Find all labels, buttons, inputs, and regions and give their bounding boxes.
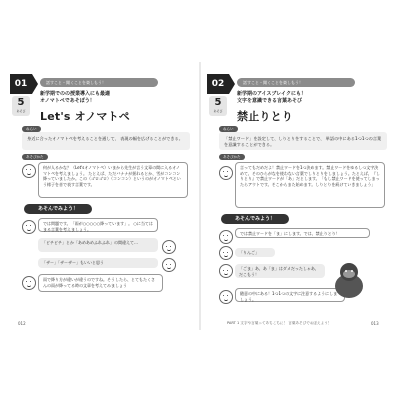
left-activity-number: 01 bbox=[10, 74, 32, 94]
left-teacher-ending: 雨で降り方が違いが違うのですね。そうしたら、とてもたくさんの雨が降ってる時の文章を考えてみましょう bbox=[38, 274, 163, 292]
child-face-icon bbox=[162, 258, 176, 272]
teacher-face-icon bbox=[219, 230, 233, 244]
right-page-number: 013 bbox=[371, 321, 379, 326]
right-aim-label: ねらい bbox=[219, 126, 238, 132]
left-title: Let's オノマトペ bbox=[40, 110, 131, 123]
book-gutter bbox=[199, 62, 201, 330]
left-subtitle: 新学期でのの授業導入にも最適 オノマトペであそぼう！ bbox=[40, 91, 111, 104]
teacher-face-icon bbox=[219, 166, 233, 180]
left-teacher-prompt: では問題です。「雨が○○○○○降っています」。 ○に当てはまる言葉を考えましょう。 bbox=[38, 218, 158, 232]
left-topbar: 話すこと・聞くことを楽しもう！ bbox=[40, 78, 158, 87]
left-section-head: あそんでみよう！ bbox=[24, 204, 92, 214]
child-face-icon bbox=[219, 264, 233, 278]
right-age-number: 5 bbox=[214, 97, 222, 108]
left-page-number: 012 bbox=[18, 321, 26, 326]
child-face-icon bbox=[219, 246, 233, 260]
right-subtitle: 新学期のアイスブレイクにも！ 文字を意識できる言葉あそび bbox=[237, 91, 306, 104]
right-aim-text: 「禁止ワード」を設定して、しりとりをすることで、 単語の中にある1つ1つの言葉を意識することができる。 bbox=[219, 132, 387, 150]
left-howto-label: あそびかた bbox=[22, 154, 48, 160]
right-howto-label: あそびかた bbox=[219, 154, 245, 160]
left-age-label: あそび bbox=[16, 109, 26, 113]
right-page-content bbox=[207, 62, 390, 330]
left-kid-answer-2: 「ザー」「ザーザー」もいいと思う bbox=[38, 258, 158, 268]
right-teacher-prompt: では禁止ワードを「ま」にします。では、禁止りとり！ bbox=[235, 228, 370, 238]
right-section-head: あそんでみよう！ bbox=[221, 214, 289, 224]
left-teacher-explanation: 何が人るかな？（Let'sオノマトペ）いまから先生が言う文章の間に入るオノマトペを考えましょう。 たとえば、ただバナナが揺れるとか、雪がコンコン降っていましたか。この（ゴロゴロ）（コンコン）というのがオノマトペという様子を音で表す言葉です。 bbox=[38, 162, 188, 198]
right-age-label: あそび bbox=[213, 109, 223, 113]
right-footer: PART 1 文字や言葉ってあちこちに！ 言葉あそびでおぼえよう！ bbox=[227, 321, 332, 325]
left-page-content bbox=[10, 62, 193, 330]
left-aim-text: 身近に合ったオノマトペを考えることを通して、 表現の幅を広げることができる。 bbox=[22, 132, 190, 150]
child-face-icon bbox=[162, 240, 176, 254]
left-aim-label: ねらい bbox=[22, 126, 41, 132]
right-teacher-ending: 随意の中にある！1つ1つの文字に注意するようにしましょう。 bbox=[235, 288, 345, 302]
right-kid-answer-1: 「りんご」 bbox=[235, 248, 275, 257]
left-age-number: 5 bbox=[17, 97, 25, 108]
left-age-badge bbox=[12, 96, 30, 116]
teacher-face-icon bbox=[219, 290, 233, 304]
left-kid-answer-1: 「ピチピチ」とか「あめあめふれふれ」の間違えて… bbox=[38, 238, 158, 252]
right-teacher-explanation: 言ってもだめだよ！禁止ワードを1つ決めます。禁止ワードをゆるしつ文字決めて、そのひらがなを使わない言葉でしりとりをしましょう。たとえば、『しりとり』で禁止ワードが「あ」だとします。「もし禁止ワードを使ってしまったらアウトです。そこからまた始めます。しりとりを続けていきましょう」 bbox=[235, 162, 385, 208]
right-title: 禁止りとり bbox=[237, 110, 293, 123]
teacher-face-icon bbox=[22, 220, 36, 234]
teacher-face-icon bbox=[22, 276, 36, 290]
right-age-badge bbox=[209, 96, 227, 116]
gorilla-illustration-icon bbox=[332, 262, 366, 298]
right-activity-number: 02 bbox=[207, 74, 229, 94]
teacher-face-icon bbox=[22, 164, 36, 178]
right-kid-answer-2: 「ごま」あ、あ「ま」はダメだったしゃあ、だこもう！ bbox=[235, 264, 325, 278]
right-topbar: 話すこと・聞くことを楽しもう！ bbox=[237, 78, 355, 87]
